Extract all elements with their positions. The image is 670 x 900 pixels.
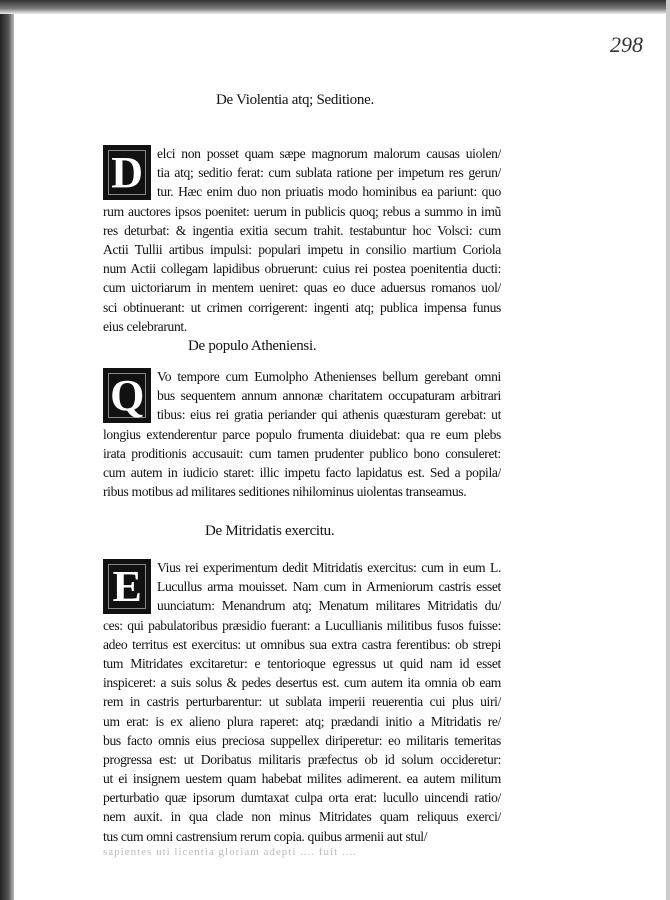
text-line: tur. Hæc enim duo non priuatis modo hominibus ea pariunt: quo (157, 184, 501, 200)
text-line: rum auctores ipsos poenitet: uerum in publicis quoq; rebus a summo in imũ (103, 203, 501, 219)
text-line: elci non posset quam sæpe magnorum malorum causas uiolen/ (157, 146, 501, 161)
section-title-mitridates: De Mitridatis exercitu. (205, 523, 335, 539)
text-line: tus cum omni castrensium rerum copia. quibus armenii aut stul/ (103, 828, 428, 844)
text-line: Lucullus arma mouisset. Nam cum in Armeniorum castris esset (157, 579, 501, 595)
section-title-violentia: De Violentia atq; Seditione. (216, 92, 374, 108)
text-line: um erat: is ex alieno plura raperet: atq; prædandi initio a Mitridatis re/ (103, 713, 501, 729)
text-line: tibus: eius rei gratia periander qui athenis quæsturam gerebat: ut (157, 407, 501, 423)
text-line: tum Mitridates excitaretur: e tentorioque egressus ut quid nam id esset (103, 655, 501, 671)
text-line: cum uictoriarum in mentem ueniret: quas eo duce aduersus romanos uol/ (103, 280, 501, 296)
text-line: tia atq; seditio ferat: cum sublata ratione per impetum res gerun/ (157, 165, 501, 181)
text-line: progressa est: ut Doribatus militaris præfectus ob id solum occideretur: (103, 751, 501, 767)
text-line: sci obtinuerant: ut crimen corrigerent: ingenti atq; publica impensa funus (103, 299, 501, 315)
page-top-edge (0, 0, 670, 14)
illuminated-initial-icon: D (103, 145, 151, 200)
text-line: nem auxit. in qua clade non minus Mitridates quam reliquus exerci/ (103, 809, 501, 825)
folio-number: 298 (610, 32, 643, 57)
text-line: bus sequentem annum annonæ charitatem occupaturam arbitrari (157, 388, 501, 404)
text-line: inspiceret: a suis solus & pedes desertus est. cum autem ita omnia ob eam (103, 675, 501, 691)
text-line: bus facto omnis eius preciosa suppellex diriperetur: eo militaris temeritas (103, 732, 501, 748)
text-line: num Actii collegam lapidibus obruerunt: cuius rei postea poenitentia ducti: (103, 261, 501, 277)
section-title-athenienses: De populo Atheniensi. (188, 338, 317, 354)
text-line: perturbatio quæ ipsorum dumtaxat culpa orta erat: lucullo uincendi ratio/ (103, 790, 501, 806)
text-line: ribus motibus ad militares seditiones nihilominus uiolentas transeamus. (103, 484, 467, 500)
text-line: uunciatum: Menandrum atq; Menatum militares Mitridatis du/ (157, 598, 501, 614)
book-binding-edge (0, 0, 14, 900)
text-line: cum autem in iudicio staret: illic impetu facto lapidatus est. Sed a popila/ (103, 464, 501, 480)
text-line: rem in castris perturbarentur: ut sublata imperii reuerentia cui plus uiri/ (103, 694, 501, 710)
text-line: Vo tempore cum Eumolpho Athenienses bellum gerebant omni (157, 369, 501, 384)
section-body-athenienses (103, 367, 501, 501)
faded-bleed-through-line: sapientes uti licentia gloriam adepti .... fuit .... (103, 846, 357, 858)
section-body-mitridates (103, 558, 501, 846)
text-line: adeo territus est exercitus: ut omnibus sua extra castra ferentibus: ob strepi (103, 636, 501, 652)
text-line: res deturbat: & ingentia exitia secum trahit. testabuntur hoc Volsci: cum (103, 222, 501, 238)
text-line: longius extenderentur parce populo frumenta diuidebat: qua re eum plebs (103, 426, 501, 442)
page-right-edge (666, 0, 670, 900)
text-line: Actii Tullii artibus impulsi: populari impetu in consilio martium Coriola (103, 241, 501, 257)
text-line: ut ei insignem uestem quam habebat milites adimerent. ea autem militum (103, 771, 501, 787)
text-line: ces: qui pabulatoribus præsidio fuerant: a Lucullianis militibus fusos fuisse: (103, 617, 501, 633)
text-line: eius celebrarunt. (103, 318, 187, 334)
section-body-violentia (103, 144, 501, 336)
text-line: Vius rei experimentum dedit Mitridatis exercitus: cum in eum L. (157, 560, 501, 575)
illuminated-initial-icon: Q (103, 368, 151, 423)
illuminated-initial-icon: E (103, 559, 151, 614)
text-line: irata proditionis accusauit: cum tamen prudenter publico bono consuleret: (103, 445, 501, 461)
